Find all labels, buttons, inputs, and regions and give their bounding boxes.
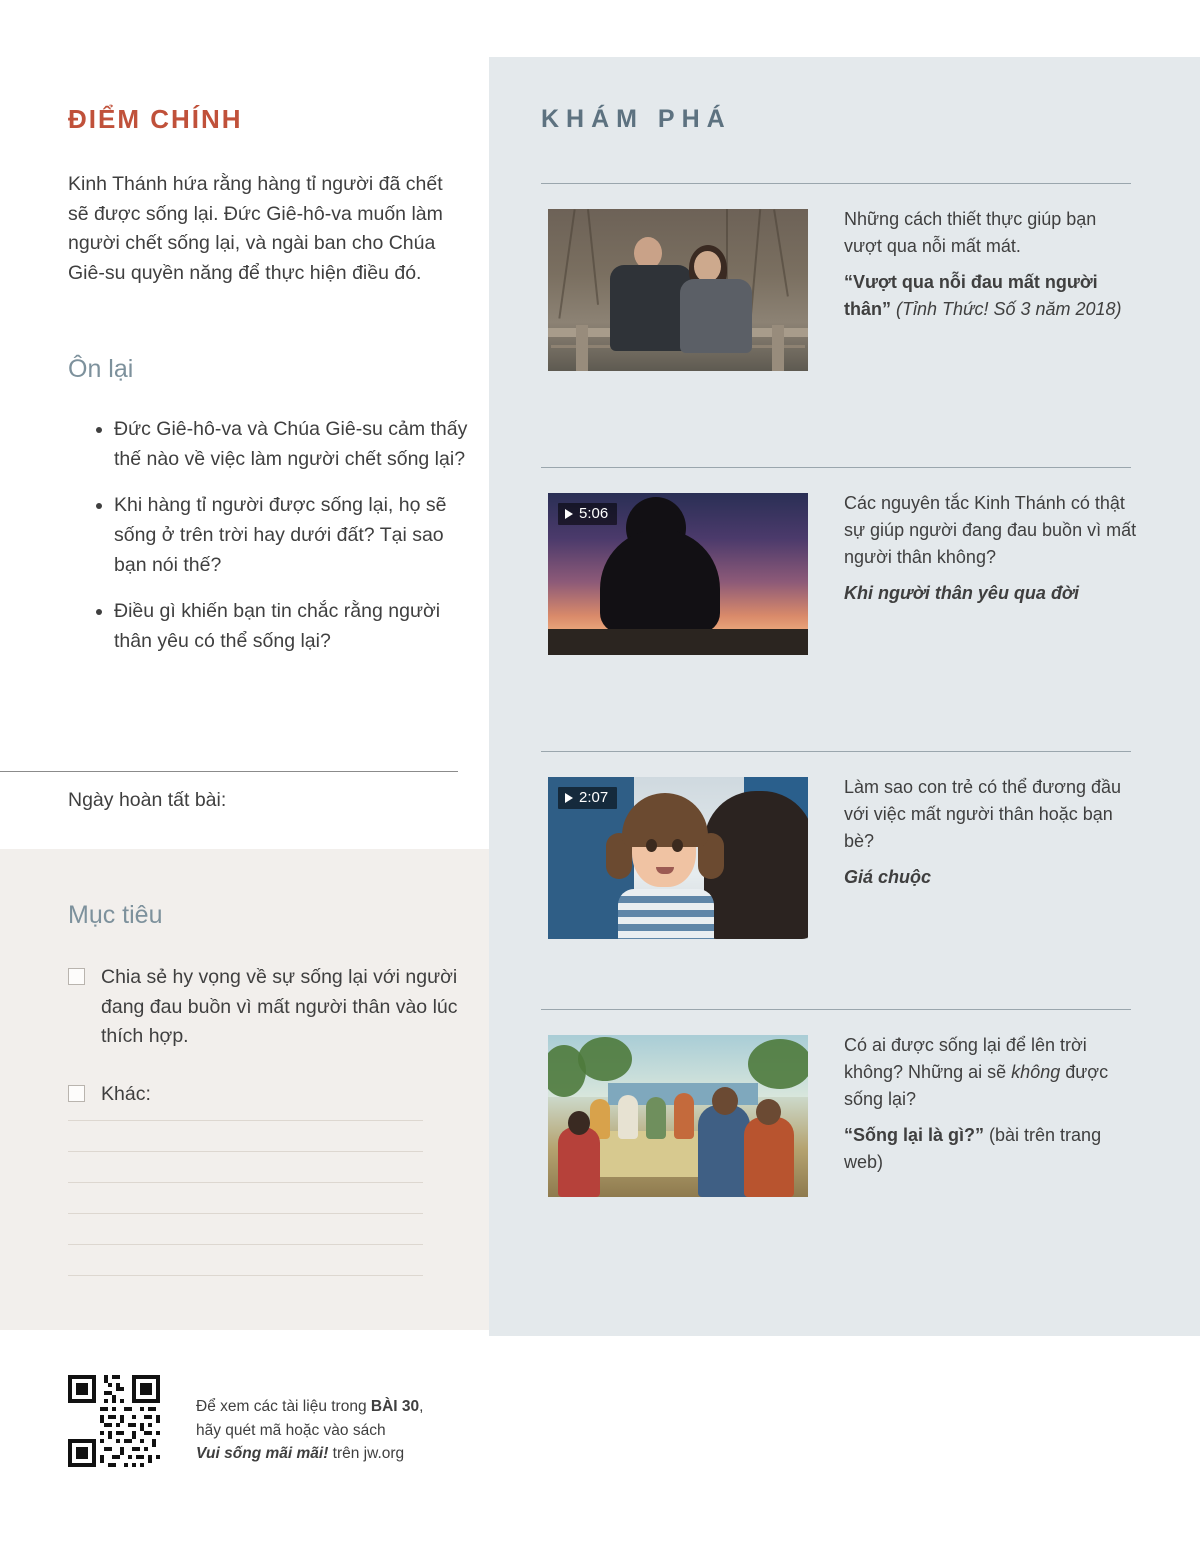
checkbox-icon[interactable] [68,968,85,985]
completion-date-label: Ngày hoàn tất bài: [68,789,227,811]
thumbnail-couple-outdoors[interactable] [548,209,808,371]
goal-item-label: Chia sẻ hy vọng về sự sống lại với người đang đau buồn vì mất người thân vào lúc thích hợp. [101,966,458,1048]
qr-caption-line1-a: Để xem các tài liệu trong [196,1398,371,1415]
item-title-text: “Vượt qua nỗi đau mất người thân” [844,272,1098,319]
duration-text: 5:06 [579,505,609,522]
qr-caption-line1-c: , [419,1398,424,1415]
item-lead-b: được sống lại? [844,1062,1109,1109]
write-line[interactable] [68,1275,423,1276]
item-source-italic: Tỉnh Thức! [902,299,989,319]
goal-list [68,963,468,1138]
divider [0,771,458,772]
list-item: • Khi hàng tỉ người được sống lại, họ sẽ sống ở trên trời hay dưới đất? Tại sao bạn nói thế? [114,491,468,580]
divider [541,751,1131,752]
item-title: “Vượt qua nỗi đau mất người thân” (Tỉnh Thức! Số 3 năm 2018) [844,272,1122,319]
qr-caption-lesson: BÀI 30 [370,1398,420,1415]
item-title [844,1122,1139,1176]
list-item: • Đức Giê-hô-va và Chúa Giê-su cảm thấy thế nào về việc làm người chết sống lại? [114,415,468,474]
explore-item-1-text [844,206,1139,323]
goal-item-other[interactable] [68,1080,468,1110]
write-in-lines[interactable] [68,1120,423,1306]
duration-text: 2:07 [579,789,609,806]
video-duration-badge [558,787,617,809]
explore-heading: KHÁM PHÁ [541,105,732,133]
item-lead-a: Có ai được sống lại để lên trời không? Những ai sẽ [844,1035,1087,1082]
item-video-title: Giá chuộc [844,867,932,887]
play-icon [565,793,573,803]
play-icon [565,509,573,519]
review-question-list [68,415,468,673]
qr-caption-line3-b: trên jw.org [328,1445,405,1463]
left-column [0,0,489,1543]
write-line[interactable] [68,1244,423,1245]
item-video-title: Khi người thân yêu qua đời [844,583,1080,603]
divider [541,183,1131,184]
explore-item-3-text [844,774,1139,891]
goal-item-label: Khác: [101,1082,151,1105]
video-duration-badge [558,503,617,525]
item-lead-italic: không [1011,1062,1061,1082]
item-title-rest: (bài trên trang web) [844,1125,1102,1172]
qr-code-icon[interactable] [68,1375,160,1467]
divider [541,1009,1131,1010]
thumbnail-paradise-banquet[interactable] [548,1035,808,1197]
item-lead: Làm sao con trẻ có thể đương đầu với việc mất người thân hoặc bạn bè? [844,777,1122,851]
main-point-body: Kinh Thánh hứa rằng hàng tỉ người đã chết sẽ được sống lại. Đức Giê-hô-va muốn làm người chết sống lại, và ngài ban cho Chúa Giê-su quyền năng để thực hiện điều đó. [68,173,443,284]
qr-caption [196,1395,526,1466]
thumbnail-silhouette-sunset[interactable] [548,493,808,655]
qr-caption-line2: hãy quét mã hoặc vào sách [196,1421,386,1439]
explore-item-2-text [844,490,1139,607]
checkbox-icon[interactable] [68,1085,85,1102]
item-lead: Các nguyên tắc Kinh Thánh có thật sự giúp người đang đau buồn vì mất người thân không? [844,493,1137,567]
review-heading: Ôn lại [68,355,134,383]
divider [541,467,1131,468]
goal-heading: Mục tiêu [68,901,163,929]
write-line[interactable] [68,1151,423,1152]
item-title-text: “Sống lại là gì?” [844,1125,985,1145]
write-line[interactable] [68,1213,423,1214]
goal-item[interactable] [68,963,468,1052]
main-point-title: ĐIỂM CHÍNH [68,104,243,134]
thumbnail-animated-girl[interactable] [548,777,808,939]
item-source-rest: Số 3 năm 2018 [988,299,1116,319]
list-item: • Điều gì khiến bạn tin chắc rằng người thân yêu có thể sống lại? [114,597,468,656]
write-line[interactable] [68,1120,423,1121]
write-line[interactable] [68,1182,423,1183]
qr-caption-publication: Vui sống mãi mãi! [196,1445,329,1463]
item-lead: Những cách thiết thực giúp bạn vượt qua nỗi mất mát. [844,209,1097,256]
explore-item-4-text [844,1032,1139,1176]
